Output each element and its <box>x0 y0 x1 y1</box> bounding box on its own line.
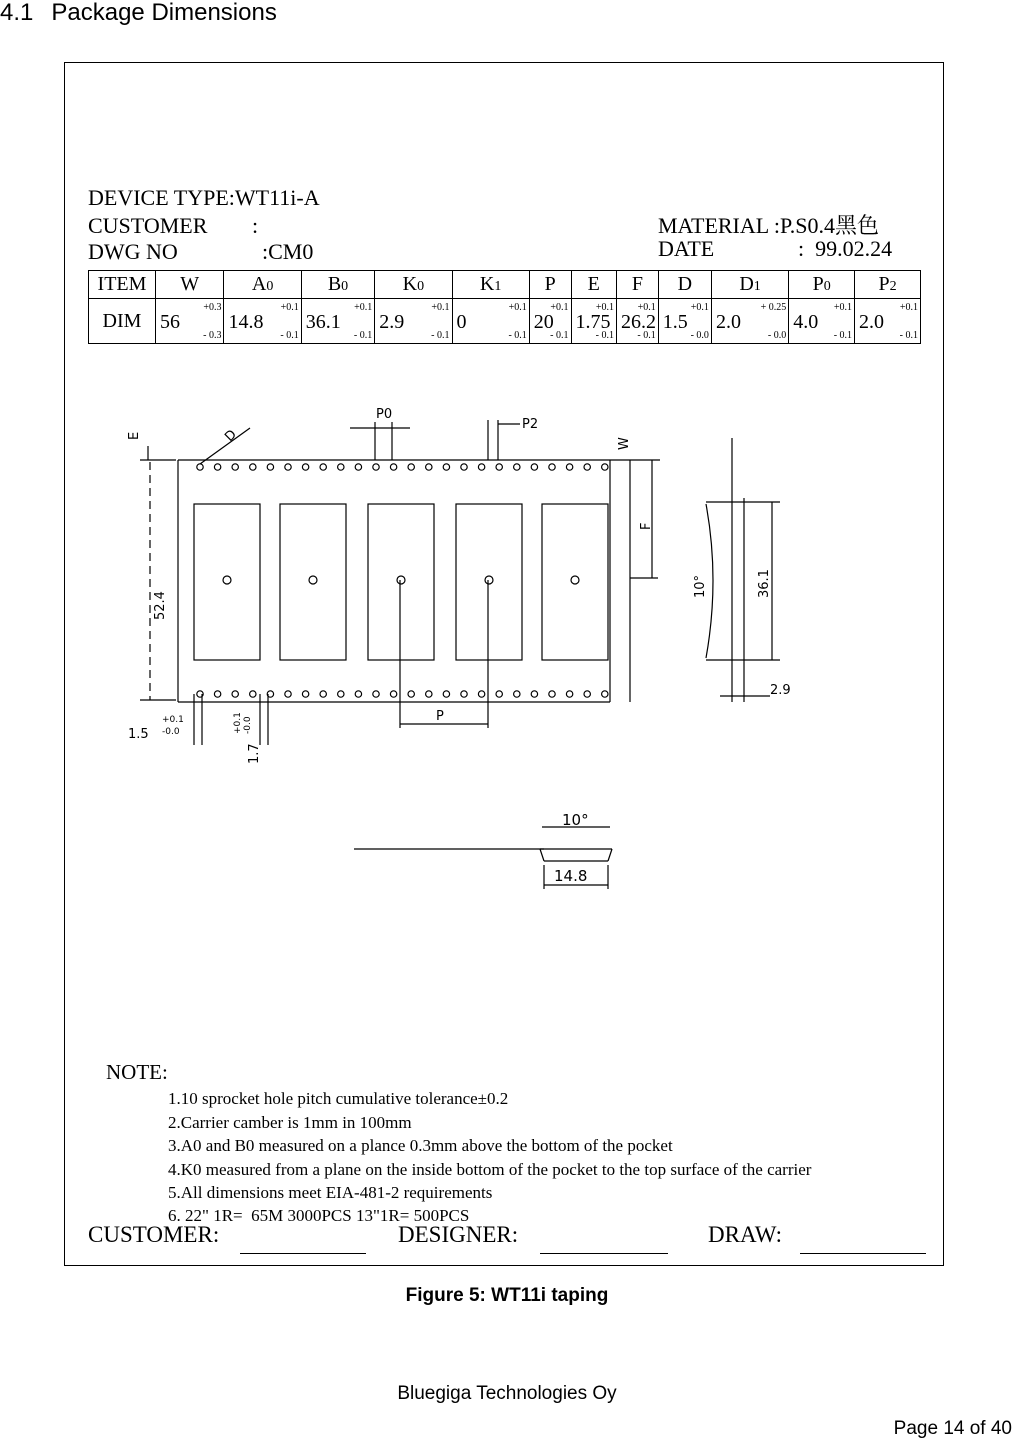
sprocket-hole <box>285 691 291 697</box>
label-f: F <box>639 522 654 530</box>
label-d: D <box>222 427 240 445</box>
note-1: 1.10 sprocket hole pitch cumulative tolerance±0.2 <box>168 1089 509 1108</box>
dim-col-3 <box>375 299 452 344</box>
tolerance-minus: - 0.0 <box>767 330 787 341</box>
dim-row <box>89 299 921 344</box>
item-name: D <box>677 273 693 295</box>
dim-value: 4.0 <box>793 311 819 333</box>
pocket-angle-detail <box>350 805 630 895</box>
item-subscript: 0 <box>266 279 274 294</box>
pocket-hole-1 <box>309 576 317 584</box>
dim-col-0 <box>156 299 224 344</box>
tolerance-plus: +0.1 <box>431 302 450 313</box>
sprocket-hole <box>461 691 467 697</box>
sprocket-hole <box>390 691 396 697</box>
sprocket-hole <box>584 464 590 470</box>
section-title: Package Dimensions <box>51 0 277 26</box>
sprocket-hole <box>267 464 273 470</box>
item-name: D <box>739 273 754 295</box>
sprocket-hole <box>478 691 484 697</box>
pocket-1 <box>280 504 346 660</box>
sprocket-hole <box>496 464 502 470</box>
sprocket-hole <box>602 691 608 697</box>
section-heading <box>0 0 277 26</box>
label-1-7-minus: -0.0 <box>243 716 253 734</box>
note-title: NOTE: <box>106 1060 168 1084</box>
item-name: P <box>812 273 824 295</box>
item-col-5 <box>529 271 571 299</box>
item-name: P <box>878 273 890 295</box>
label-p2: P2 <box>522 417 539 432</box>
sprocket-hole <box>478 464 484 470</box>
note-3: 3.A0 and B0 measured on a plance 0.3mm above the bottom of the pocket <box>168 1136 673 1155</box>
item-header: ITEM <box>89 271 156 299</box>
item-subscript: 2 <box>889 279 897 294</box>
tolerance-plus: +0.1 <box>899 302 918 313</box>
sprocket-hole <box>514 691 520 697</box>
sprocket-hole <box>549 691 555 697</box>
pocket-hole-2 <box>397 576 405 584</box>
item-name: B <box>327 273 342 295</box>
tolerance-plus: +0.1 <box>280 302 299 313</box>
dim-col-7 <box>617 299 659 344</box>
sprocket-hole <box>232 464 238 470</box>
item-col-10 <box>789 271 855 299</box>
tolerance-minus: - 0.1 <box>595 330 615 341</box>
dim-col-6 <box>571 299 617 344</box>
pocket-group <box>194 504 608 660</box>
label-w: W <box>617 437 632 450</box>
sprocket-hole <box>355 691 361 697</box>
material: MATERIAL :P.S0.4黑色 <box>658 213 880 238</box>
signature-designer-line <box>540 1253 668 1254</box>
item-subscript: 0 <box>823 279 831 294</box>
date-value: : 99.02.24 <box>798 236 893 261</box>
tolerance-plus: +0.1 <box>833 302 853 313</box>
note-2: 2.Carrier camber is 1mm in 100mm <box>168 1113 412 1132</box>
sprocket-hole <box>549 464 555 470</box>
sprocket-hole <box>426 691 432 697</box>
dim-value: 20 <box>533 311 554 333</box>
dim-value: 14.8 <box>228 311 264 333</box>
sprocket-hole <box>443 691 449 697</box>
sprocket-hole <box>338 691 344 697</box>
signature-customer: CUSTOMER: <box>88 1222 220 1247</box>
tolerance-minus: - 0.1 <box>550 330 569 341</box>
sprocket-hole <box>566 464 572 470</box>
tolerance-minus: - 0.1 <box>637 330 656 341</box>
pocket-hole-0 <box>223 576 231 584</box>
sprocket-hole <box>566 691 572 697</box>
tolerance-minus: - 0.3 <box>203 330 222 341</box>
sprocket-hole <box>461 464 467 470</box>
item-subscript: 0 <box>341 279 349 294</box>
sprocket-hole <box>408 464 414 470</box>
sprocket-hole <box>214 691 220 697</box>
item-subscript: 0 <box>417 279 425 294</box>
item-name: E <box>587 273 600 295</box>
signature-draw: DRAW: <box>708 1222 782 1247</box>
sprocket-holes-top <box>197 464 608 470</box>
label-10-deg: 10° <box>693 574 708 598</box>
item-col-4 <box>452 271 529 299</box>
item-col-0 <box>156 271 224 299</box>
sprocket-hole <box>197 464 203 470</box>
device-type: DEVICE TYPE:WT11i-A <box>88 185 320 210</box>
dim-col-10 <box>789 299 855 344</box>
item-name: W <box>180 273 200 295</box>
label-1-5-plus: +0.1 <box>162 715 184 725</box>
footer-company: Bluegiga Technologies Oy <box>397 1383 617 1404</box>
pocket-3 <box>456 504 522 660</box>
sprocket-hole <box>443 464 449 470</box>
dim-col-2 <box>301 299 374 344</box>
dim-value: 1.75 <box>575 311 611 333</box>
dim-value: 0 <box>456 311 467 333</box>
detail-angle-label: 10° <box>562 811 589 829</box>
sprocket-hole <box>285 464 291 470</box>
sprocket-hole <box>531 464 537 470</box>
dim-col-1 <box>224 299 301 344</box>
detail-left-wall <box>540 849 544 861</box>
detail-width-label: 14.8 <box>554 867 588 885</box>
label-1-5: 1.5 <box>128 727 149 742</box>
figure-caption: Figure 5: WT11i taping <box>405 1285 609 1306</box>
item-name: A <box>251 273 267 295</box>
tolerance-minus: - 0.1 <box>353 330 373 341</box>
label-p0: P0 <box>376 407 393 422</box>
sprocket-hole <box>373 464 379 470</box>
item-row <box>89 271 921 299</box>
dwg-no-label: DWG NO <box>88 239 178 264</box>
item-col-11 <box>855 271 921 299</box>
tolerance-plus: +0.1 <box>637 302 656 313</box>
dim-value: 56 <box>160 311 180 333</box>
item-col-6 <box>571 271 617 299</box>
tolerance-minus: - 0.1 <box>899 330 918 341</box>
tolerance-minus: - 0.1 <box>508 330 527 341</box>
item-name: K <box>479 273 495 295</box>
customer-colon: : <box>252 213 259 238</box>
dim-value: 26.2 <box>621 311 657 333</box>
label-1-7: 1.7 <box>247 743 262 764</box>
item-name: P <box>544 273 556 295</box>
label-52-4: 52.4 <box>153 591 168 620</box>
sprocket-hole <box>320 464 326 470</box>
tolerance-plus: +0.1 <box>595 302 615 313</box>
item-subscript: 1 <box>494 279 502 294</box>
pocket-0 <box>194 504 260 660</box>
dim-value: 36.1 <box>305 311 341 333</box>
sprocket-hole <box>250 691 256 697</box>
item-col-9 <box>711 271 788 299</box>
tolerance-plus: + 0.25 <box>760 302 787 313</box>
tolerance-plus: +0.1 <box>550 302 569 313</box>
item-col-3 <box>375 271 452 299</box>
tolerance-minus: - 0.1 <box>431 330 450 341</box>
dim-col-4 <box>452 299 529 344</box>
label-e: E <box>127 431 142 440</box>
dim-value: 1.5 <box>662 311 688 333</box>
note-5: 5.All dimensions meet EIA-481-2 requirements <box>168 1183 493 1202</box>
dim-value: 2.9 <box>379 311 405 333</box>
signature-designer: DESIGNER: <box>398 1222 519 1247</box>
dwg-no-value: :CM0 <box>262 239 314 264</box>
item-col-1 <box>224 271 301 299</box>
sprocket-holes-bottom <box>197 691 608 697</box>
dim-col-5 <box>529 299 571 344</box>
sprocket-hole <box>320 691 326 697</box>
sprocket-hole <box>426 464 432 470</box>
dim-col-11 <box>855 299 921 344</box>
pocket-2 <box>368 504 434 660</box>
label-2-9: 2.9 <box>770 683 791 698</box>
signature-customer-line <box>240 1253 366 1254</box>
tolerance-plus: +0.1 <box>354 302 373 313</box>
sprocket-hole <box>232 691 238 697</box>
sprocket-hole <box>373 691 379 697</box>
tolerance-plus: +0.3 <box>203 302 222 313</box>
item-col-8 <box>658 271 711 299</box>
tolerance-plus: +0.1 <box>690 302 709 313</box>
sprocket-hole <box>514 464 520 470</box>
sprocket-hole <box>338 464 344 470</box>
item-col-2 <box>301 271 374 299</box>
sprocket-hole <box>602 464 608 470</box>
note-6: 6. 22" 1R= 65M 3000PCS 13"1R= 500PCS <box>168 1206 470 1225</box>
dim-value: 2.0 <box>715 311 741 333</box>
pocket-hole-3 <box>485 576 493 584</box>
note-4: 4.K0 measured from a plane on the inside bottom of the pocket to the top surface of the carrier <box>168 1160 812 1179</box>
dim-col-8 <box>658 299 711 344</box>
dim-header: DIM <box>89 299 156 344</box>
page-number: Page 14 of 40 <box>893 1418 1012 1439</box>
section-number: 4.1 <box>0 0 34 26</box>
label-1-7-plus: +0.1 <box>233 712 243 734</box>
carrier-tape-drawing <box>110 400 810 780</box>
sprocket-hole <box>531 691 537 697</box>
sprocket-hole <box>302 464 308 470</box>
sprocket-hole <box>408 691 414 697</box>
pocket-hole-4 <box>571 576 579 584</box>
pocket-4 <box>542 504 608 660</box>
signature-draw-line <box>800 1253 926 1254</box>
label-p: P <box>436 709 444 724</box>
tolerance-minus: - 0.1 <box>280 330 299 341</box>
tolerance-minus: - 0.1 <box>833 330 853 341</box>
tolerance-minus: - 0.0 <box>690 330 709 341</box>
sprocket-hole <box>584 691 590 697</box>
sprocket-hole <box>214 464 220 470</box>
sprocket-hole <box>496 691 502 697</box>
sprocket-hole <box>302 691 308 697</box>
dim-col-9 <box>711 299 788 344</box>
sprocket-hole <box>250 464 256 470</box>
customer-label: CUSTOMER <box>88 213 208 238</box>
label-1-5-minus: -0.0 <box>162 727 180 737</box>
tolerance-plus: +0.1 <box>508 302 527 313</box>
label-36-1: 36.1 <box>757 569 772 598</box>
item-col-7 <box>617 271 659 299</box>
item-name: K <box>402 273 418 295</box>
dimension-table <box>88 270 921 344</box>
sprocket-hole <box>390 464 396 470</box>
sprocket-hole <box>355 464 361 470</box>
detail-right-wall <box>608 849 612 861</box>
dim-value: 2.0 <box>859 311 885 333</box>
date-label: DATE <box>658 236 715 261</box>
item-name: F <box>631 273 643 295</box>
item-subscript: 1 <box>753 279 761 294</box>
